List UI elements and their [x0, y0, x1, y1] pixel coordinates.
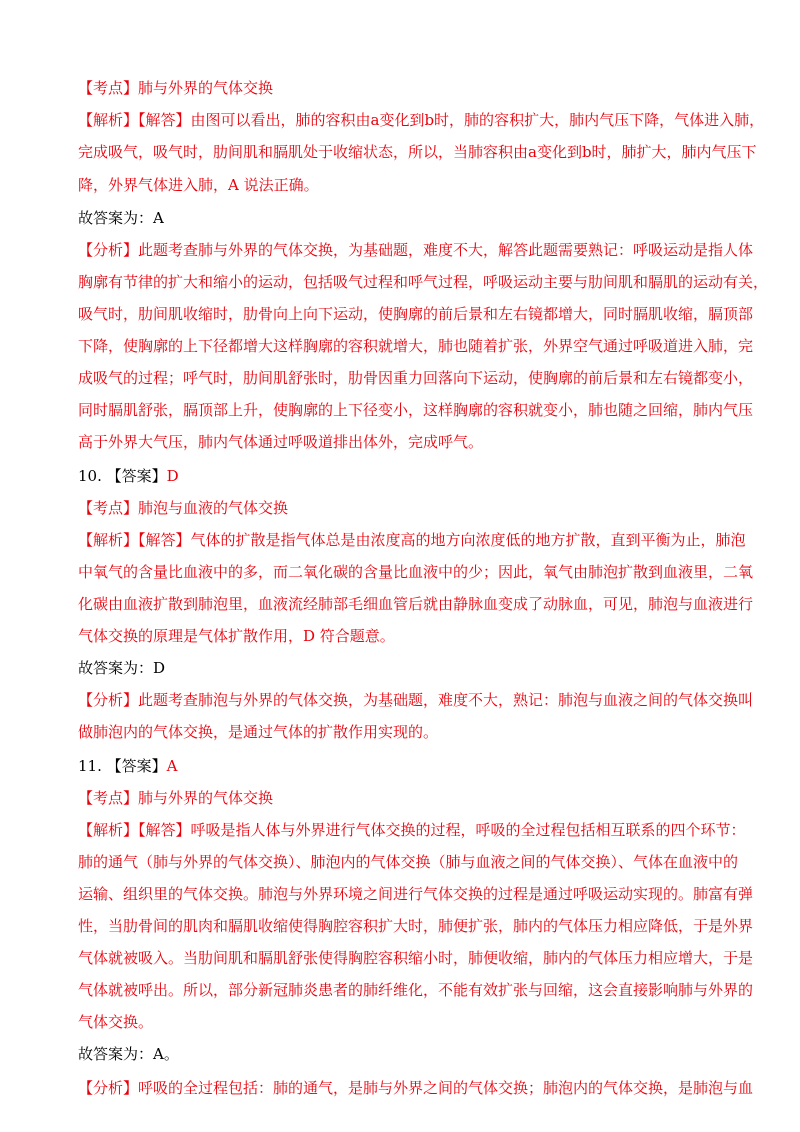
- text-line: [78, 208, 164, 228]
- line-text: 气体交换。: [78, 1013, 154, 1031]
- text-line: [78, 562, 753, 582]
- text-line: [78, 498, 288, 518]
- text-line: [78, 820, 746, 840]
- line-text: 气体就被吸入。当肋间肌和膈肌舒张使得胸腔容积缩小时，肺便收缩，肺内的气体压力相应增大，于是: [78, 949, 754, 967]
- line-text: 肺与外界的气体交换: [138, 789, 274, 807]
- line-text: 此题考查肺泡与外界的气体交换，为基础题，难度不大，熟记：肺泡与血液之间的气体交换叫: [138, 691, 754, 709]
- text-line: [78, 304, 753, 324]
- line-text: 胸廓有节律的扩大和缩小的运动，包括吸气过程和呼气过程，呼吸运动主要与肋间肌和膈肌的运动有关，: [78, 273, 769, 291]
- text-line: [78, 948, 753, 968]
- line-text: 故答案为：A。: [78, 1045, 179, 1063]
- text-line: [78, 175, 319, 195]
- text-line: [78, 884, 753, 904]
- text-line: [78, 658, 165, 678]
- line-text: 气体的扩散是指气体总是由浓度高的地方向浓度低的地方扩散，直到平衡为止，肺泡: [190, 531, 746, 549]
- text-line: [78, 466, 179, 486]
- line-text: 肺的通气（肺与外界的气体交换）、肺泡内的气体交换（肺与血液之间的气体交换）、气体在血液中的: [78, 853, 739, 871]
- line-tag: 【解析】【解答】: [78, 821, 191, 839]
- text-line: [78, 368, 753, 388]
- text-line: [78, 336, 753, 356]
- text-line: [78, 980, 753, 1000]
- line-tag: 【考点】: [78, 789, 139, 807]
- text-line: [78, 432, 483, 452]
- line-text: 高于外界大气压，肺内气体通过呼吸道排出体外，完成呼气。: [78, 433, 484, 451]
- text-line: [78, 78, 273, 98]
- line-text: 肺泡与血液的气体交换: [138, 499, 289, 517]
- line-text: 呼吸的全过程包括：肺的通气，是肺与外界之间的气体交换；肺泡内的气体交换，是肺泡与血: [138, 1079, 754, 1097]
- text-line: [78, 142, 757, 162]
- text-line: [78, 852, 738, 872]
- text-line: [78, 110, 764, 130]
- text-line: [78, 530, 746, 550]
- text-line: [78, 916, 753, 936]
- line-text: 下降，使胸廓的上下径都增大这样胸廓的容积就增大，肺也随着扩张，外界空气通过呼吸道进入肺，完: [78, 337, 754, 355]
- line-text: 肺与外界的气体交换: [138, 79, 274, 97]
- line-text: 中氧气的含量比血液中的多，而二氧化碳的含量比血液中的少；因此，氧气由肺泡扩散到血液里，二氧: [78, 563, 754, 581]
- text-line: [78, 1044, 179, 1064]
- line-text: 同时膈肌舒张，膈顶部上升，使胸廓的上下径变小，这样胸廓的容积就变小，肺也随之回缩，肺内气压: [78, 401, 754, 419]
- line-tag: 【分析】: [78, 691, 139, 709]
- text-line: [78, 594, 753, 614]
- text-line: [78, 722, 438, 742]
- line-text: 此题考查肺与外界的气体交换，为基础题，难度不大，解答此题需要熟记：呼吸运动是指人体: [138, 241, 754, 259]
- line-text: 故答案为：A: [78, 209, 164, 227]
- text-line: [78, 272, 768, 292]
- line-tag: 【分析】: [78, 1079, 139, 1097]
- line-text: 由图可以看出，肺的容积由a变化到b时，肺的容积扩大，肺内气压下降，气体进入肺，: [190, 111, 765, 129]
- text-line: [78, 1012, 153, 1032]
- line-text: 做肺泡内的气体交换，是通过气体的扩散作用实现的。: [78, 723, 439, 741]
- text-line: [78, 400, 753, 420]
- line-text: 降，外界气体进入肺，A 说法正确。: [78, 176, 319, 194]
- text-line: [78, 1078, 753, 1098]
- line-tag: 【解析】【解答】: [78, 531, 191, 549]
- line-text: 气体交换的原理是气体扩散作用，D 符合题意。: [78, 627, 395, 645]
- line-text: 呼吸是指人体与外界进行气体交换的过程，呼吸的全过程包括相互联系的四个环节：: [190, 821, 746, 839]
- line-tag: 【分析】: [78, 241, 139, 259]
- text-line: [78, 240, 753, 260]
- line-text: D: [166, 467, 179, 485]
- line-text: 运输、组织里的气体交换。肺泡与外界环境之间进行气体交换的过程是通过呼吸运动实现的。肺富有弹: [78, 885, 754, 903]
- line-text: A: [166, 757, 178, 775]
- text-line: [78, 756, 177, 776]
- line-tag: 11. 【答案】: [78, 757, 167, 775]
- line-text: 气体就被呼出。所以，部分新冠肺炎患者的肺纤维化，不能有效扩张与回缩，这会直接影响肺与外界的: [78, 981, 754, 999]
- line-tag: 10. 【答案】: [78, 467, 167, 485]
- line-text: 化碳由血液扩散到肺泡里，血液流经肺部毛细血管后就由静脉血变成了动脉血，可见，肺泡与血液进行: [78, 595, 754, 613]
- text-line: [78, 626, 395, 646]
- line-text: 性，当肋骨间的肌肉和膈肌收缩使得胸腔容积扩大时，肺便扩张，肺内的气体压力相应降低，于是外界: [78, 917, 754, 935]
- line-tag: 【考点】: [78, 79, 139, 97]
- line-text: 故答案为：D: [78, 659, 166, 677]
- line-tag: 【考点】: [78, 499, 139, 517]
- line-text: 完成吸气，吸气时，肋间肌和膈肌处于收缩状态，所以，当肺容积由a变化到b时，肺扩大，肺内气压下: [78, 143, 757, 161]
- text-line: [78, 690, 753, 710]
- text-line: [78, 788, 273, 808]
- line-tag: 【解析】【解答】: [78, 111, 191, 129]
- line-text: 成吸气的过程；呼气时，肋间肌舒张时，肋骨因重力回落向下运动，使胸廓的前后景和左右镜都变小，: [78, 369, 754, 387]
- line-text: 吸气时，肋间肌收缩时，肋骨向上向下运动，使胸廓的前后景和左右镜都增大，同时膈肌收缩，膈顶部: [78, 305, 754, 323]
